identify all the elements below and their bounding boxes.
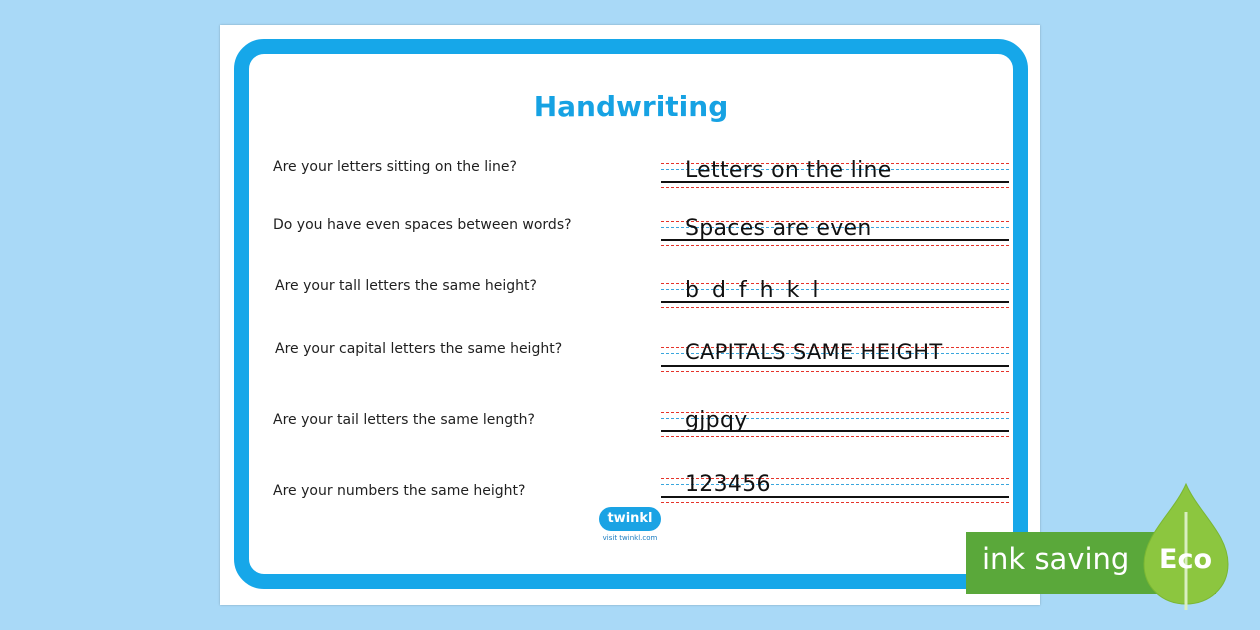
question-1: Are your letters sitting on the line?	[273, 159, 517, 175]
twinkl-logo-mark: twinkl	[599, 507, 660, 531]
sample-6: 123456	[685, 472, 771, 497]
ink-saving-label: ink saving	[982, 542, 1130, 576]
sample-2: Spaces are even	[685, 216, 872, 241]
question-6: Are your numbers the same height?	[273, 483, 526, 499]
sample-3: b d f h k l	[685, 278, 822, 303]
sample-4: CAPITALS SAME HEIGHT	[685, 340, 943, 364]
sample-5: gjpqy	[685, 408, 748, 433]
twinkl-url: visit twinkl.com	[602, 534, 658, 542]
twinkl-logo	[590, 507, 670, 557]
question-3: Are your tall letters the same height?	[275, 278, 537, 294]
question-2: Do you have even spaces between words?	[273, 217, 572, 233]
sample-1: Letters on the line	[685, 158, 892, 183]
eco-label: Eco	[1159, 544, 1212, 575]
page-title: Handwriting	[533, 90, 729, 123]
question-4: Are your capital letters the same height?	[275, 341, 563, 357]
question-5: Are your tail letters the same length?	[273, 412, 535, 428]
worksheet-page	[220, 25, 1040, 605]
